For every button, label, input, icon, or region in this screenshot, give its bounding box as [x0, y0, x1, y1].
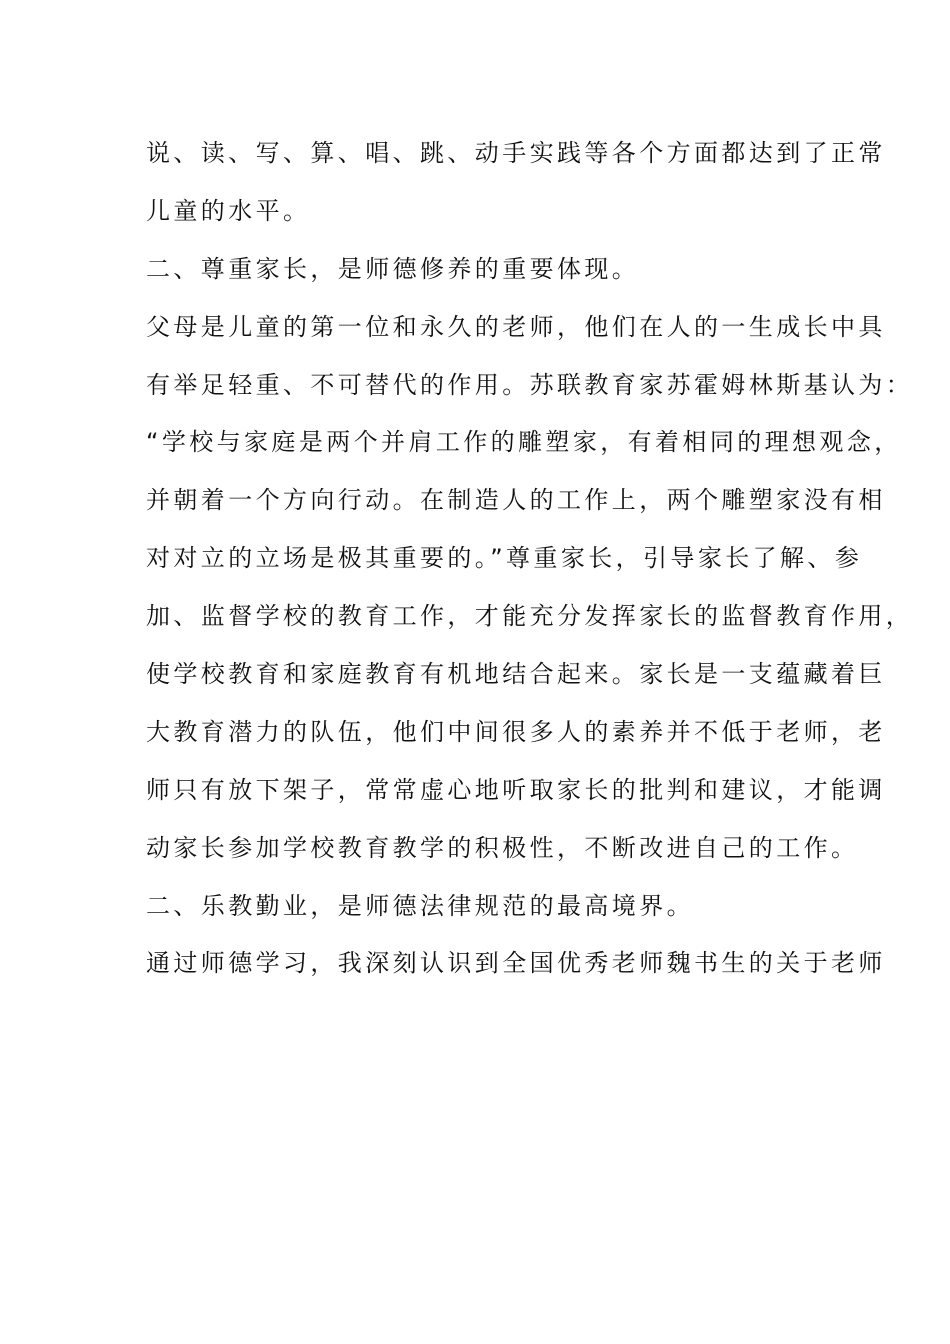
- text-line: 加、监督学校的教育工作，才能充分发挥家长的监督教育作用，: [146, 602, 914, 631]
- text-line: 说、读、写、算、唱、跳、动手实践等各个方面都达到了正常: [146, 139, 886, 167]
- text-line: “学校与家庭是两个并肩工作的雕塑家，有着相同的理想观念，: [146, 428, 902, 457]
- body-text: [146, 131, 914, 999]
- text-line: 通过师德学习，我深刻认识到全国优秀老师魏书生的关于老师: [146, 949, 886, 978]
- text-line: 师只有放下架子，常常虚心地听取家长的批判和建议，才能调: [146, 775, 886, 804]
- text-line: 大教育潜力的队伍，他们中间很多人的素养并不低于老师，老: [146, 717, 886, 746]
- text-line: 使学校教育和家庭教育有机地结合起来。家长是一支蕴藏着巨: [146, 660, 886, 689]
- text-line: 父母是儿童的第一位和永久的老师，他们在人的一生成长中具: [146, 312, 886, 341]
- section-heading: 二、乐教勤业，是师德法律规范的最高境界。: [146, 891, 694, 920]
- text-line: 对对立的立场是极其重要的。”尊重家长，引导家长了解、参: [146, 544, 863, 573]
- text-line: 并朝着一个方向行动。在制造人的工作上，两个雕塑家没有相: [146, 486, 886, 515]
- text-line: 有举足轻重、不可替代的作用。苏联教育家苏霍姆林斯基认为：: [146, 370, 914, 399]
- text-line: 动家长参加学校教育教学的积极性，不断改进自己的工作。: [146, 833, 859, 862]
- text-line: 儿童的水平。: [146, 196, 311, 225]
- section-heading: 二、尊重家长，是师德修养的重要体现。: [146, 254, 640, 283]
